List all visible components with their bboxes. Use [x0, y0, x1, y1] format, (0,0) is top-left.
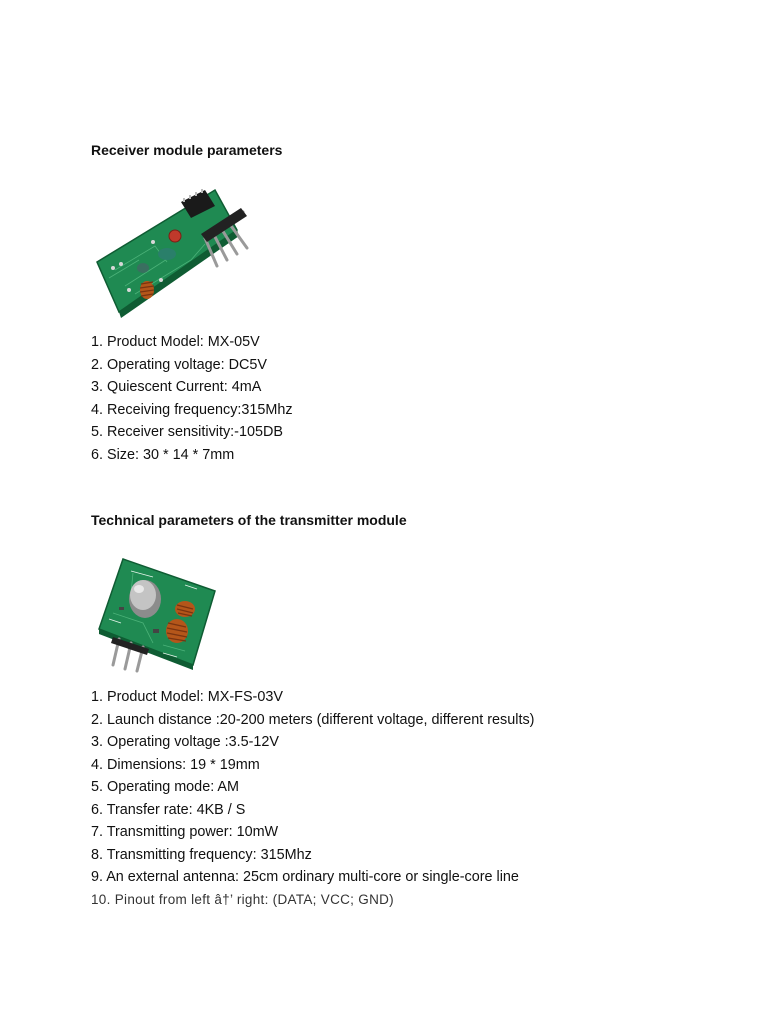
receiver-param-item: 1. Product Model: MX-05V — [91, 334, 260, 350]
receiver-param-item: 4. Receiving frequency:315Mhz — [91, 401, 293, 418]
transmitter-heading: Technical parameters of the transmitter module — [91, 512, 407, 528]
transmitter-param-item: 8. Transmitting frequency: 315Mhz — [91, 846, 312, 863]
transmitter-param-item: 5. Operating mode: AM — [91, 779, 239, 795]
transmitter-param-item: 4. Dimensions: 19 * 19mm — [91, 756, 260, 773]
transmitter-param-item: 1. Product Model: MX-FS-03V — [91, 689, 283, 705]
transmitter-param-item: 10. Pinout from left â†’ right: (DATA; VCC; GND) — [91, 891, 394, 907]
receiver-orange-coil — [140, 281, 154, 299]
receiver-module-image — [95, 182, 275, 327]
transmitter-param-item: 2. Launch distance :20-200 meters (different voltage, different results) — [91, 711, 535, 728]
receiver-red-inductor — [169, 230, 181, 242]
receiver-param-item: 2. Operating voltage: DC5V — [91, 356, 267, 373]
transmitter-param-item: 6. Transfer rate: 4KB / S — [91, 801, 246, 818]
transmitter-param-item: 7. Transmitting power: 10mW — [91, 824, 279, 840]
transmitter-param-item: 3. Operating voltage :3.5-12V — [91, 734, 279, 750]
receiver-heading: Receiver module parameters — [91, 142, 283, 158]
receiver-param-item: 6. Size: 30 * 14 * 7mm — [91, 446, 235, 463]
transmitter-parameter-list — [91, 686, 534, 911]
transmitter-crystal — [129, 580, 161, 618]
receiver-param-item: 3. Quiescent Current: 4mA — [91, 379, 262, 395]
receiver-param-item: 5. Receiver sensitivity:-105DB — [91, 424, 283, 440]
transmitter-param-item: 9. An external antenna: 25cm ordinary multi-core or single-core line — [91, 869, 519, 885]
receiver-parameter-list — [91, 331, 293, 466]
transmitter-module-image — [93, 553, 223, 673]
